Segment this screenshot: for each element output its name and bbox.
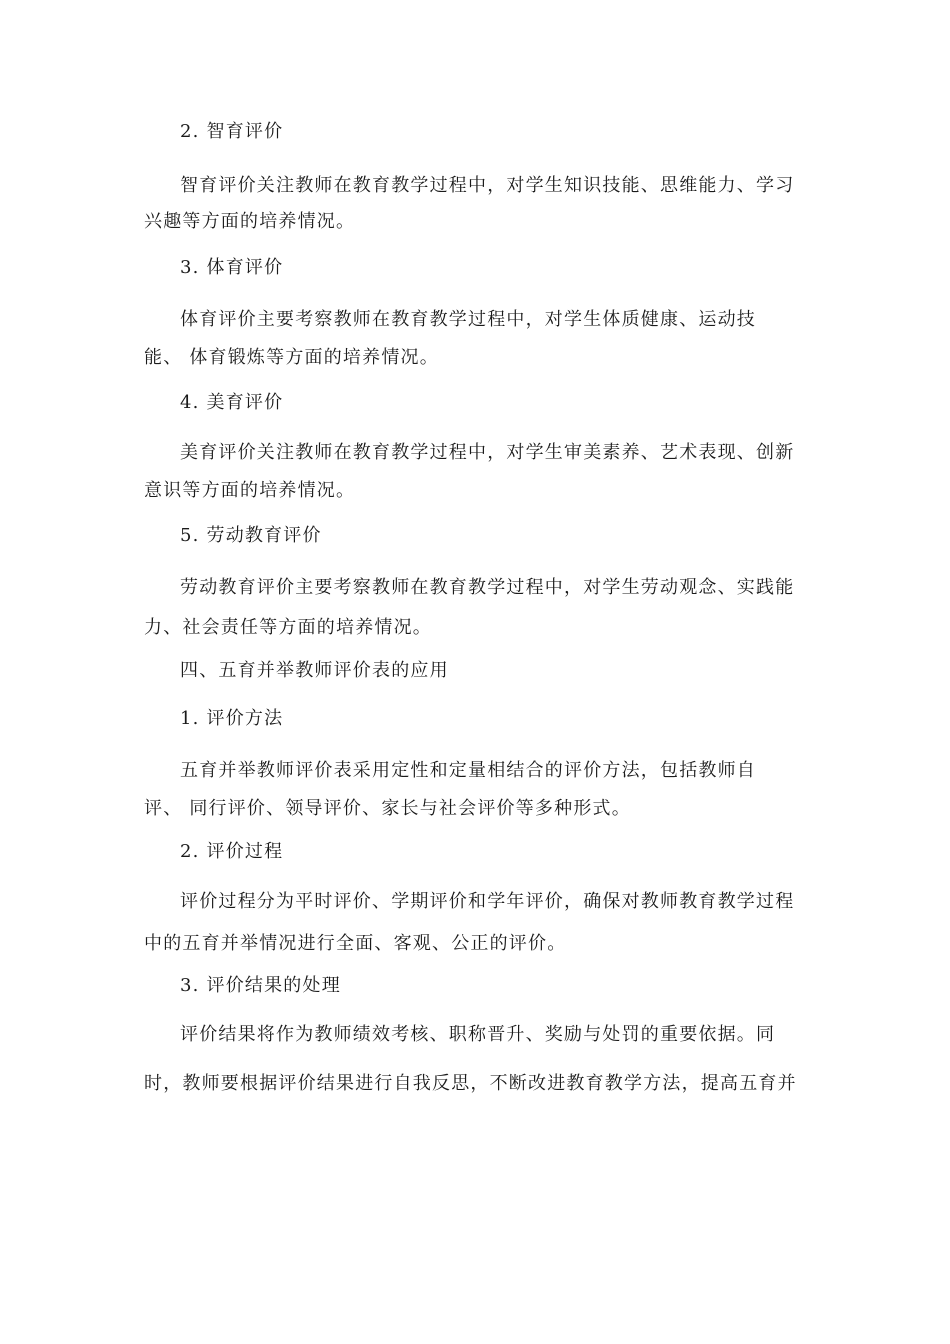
- paragraph-line: 时，教师要根据评价结果进行自我反思，不断改进教育教学方法，提高五育并: [144, 1073, 797, 1094]
- paragraph-line: 劳动教育评价主要考察教师在教育教学过程中，对学生劳动观念、实践能: [180, 577, 795, 598]
- section-heading: 2. 评价过程: [180, 841, 284, 862]
- section-heading: 4. 美育评价: [180, 392, 284, 413]
- section-heading: 3. 体育评价: [180, 257, 284, 278]
- chapter-heading: 四、五育并举教师评价表的应用: [180, 660, 449, 681]
- paragraph-line: 智育评价关注教师在教育教学过程中，对学生知识技能、思维能力、学习: [180, 175, 795, 196]
- paragraph-line: 美育评价关注教师在教育教学过程中，对学生审美素养、艺术表现、创新: [180, 442, 795, 463]
- section-heading: 3. 评价结果的处理: [180, 975, 341, 996]
- paragraph-line: 评、 同行评价、领导评价、家长与社会评价等多种形式。: [144, 798, 631, 819]
- paragraph-line: 能、 体育锻炼等方面的培养情况。: [144, 347, 439, 368]
- paragraph-line: 评价过程分为平时评价、学期评价和学年评价，确保对教师教育教学过程: [180, 891, 795, 912]
- section-heading: 1. 评价方法: [180, 708, 284, 729]
- section-heading: 5. 劳动教育评价: [180, 525, 322, 546]
- paragraph-line: 五育并举教师评价表采用定性和定量相结合的评价方法，包括教师自: [180, 760, 756, 781]
- paragraph-line: 意识等方面的培养情况。: [144, 480, 356, 501]
- paragraph-line: 力、社会责任等方面的培养情况。: [144, 617, 432, 638]
- paragraph-line: 中的五育并举情况进行全面、客观、公正的评价。: [144, 933, 567, 954]
- paragraph-line: 兴趣等方面的培养情况。: [144, 211, 356, 232]
- paragraph-line: 体育评价主要考察教师在教育教学过程中，对学生体质健康、运动技: [180, 309, 756, 330]
- paragraph-line: 评价结果将作为教师绩效考核、职称晋升、奖励与处罚的重要依据。同: [180, 1024, 776, 1045]
- section-heading: 2. 智育评价: [180, 121, 284, 142]
